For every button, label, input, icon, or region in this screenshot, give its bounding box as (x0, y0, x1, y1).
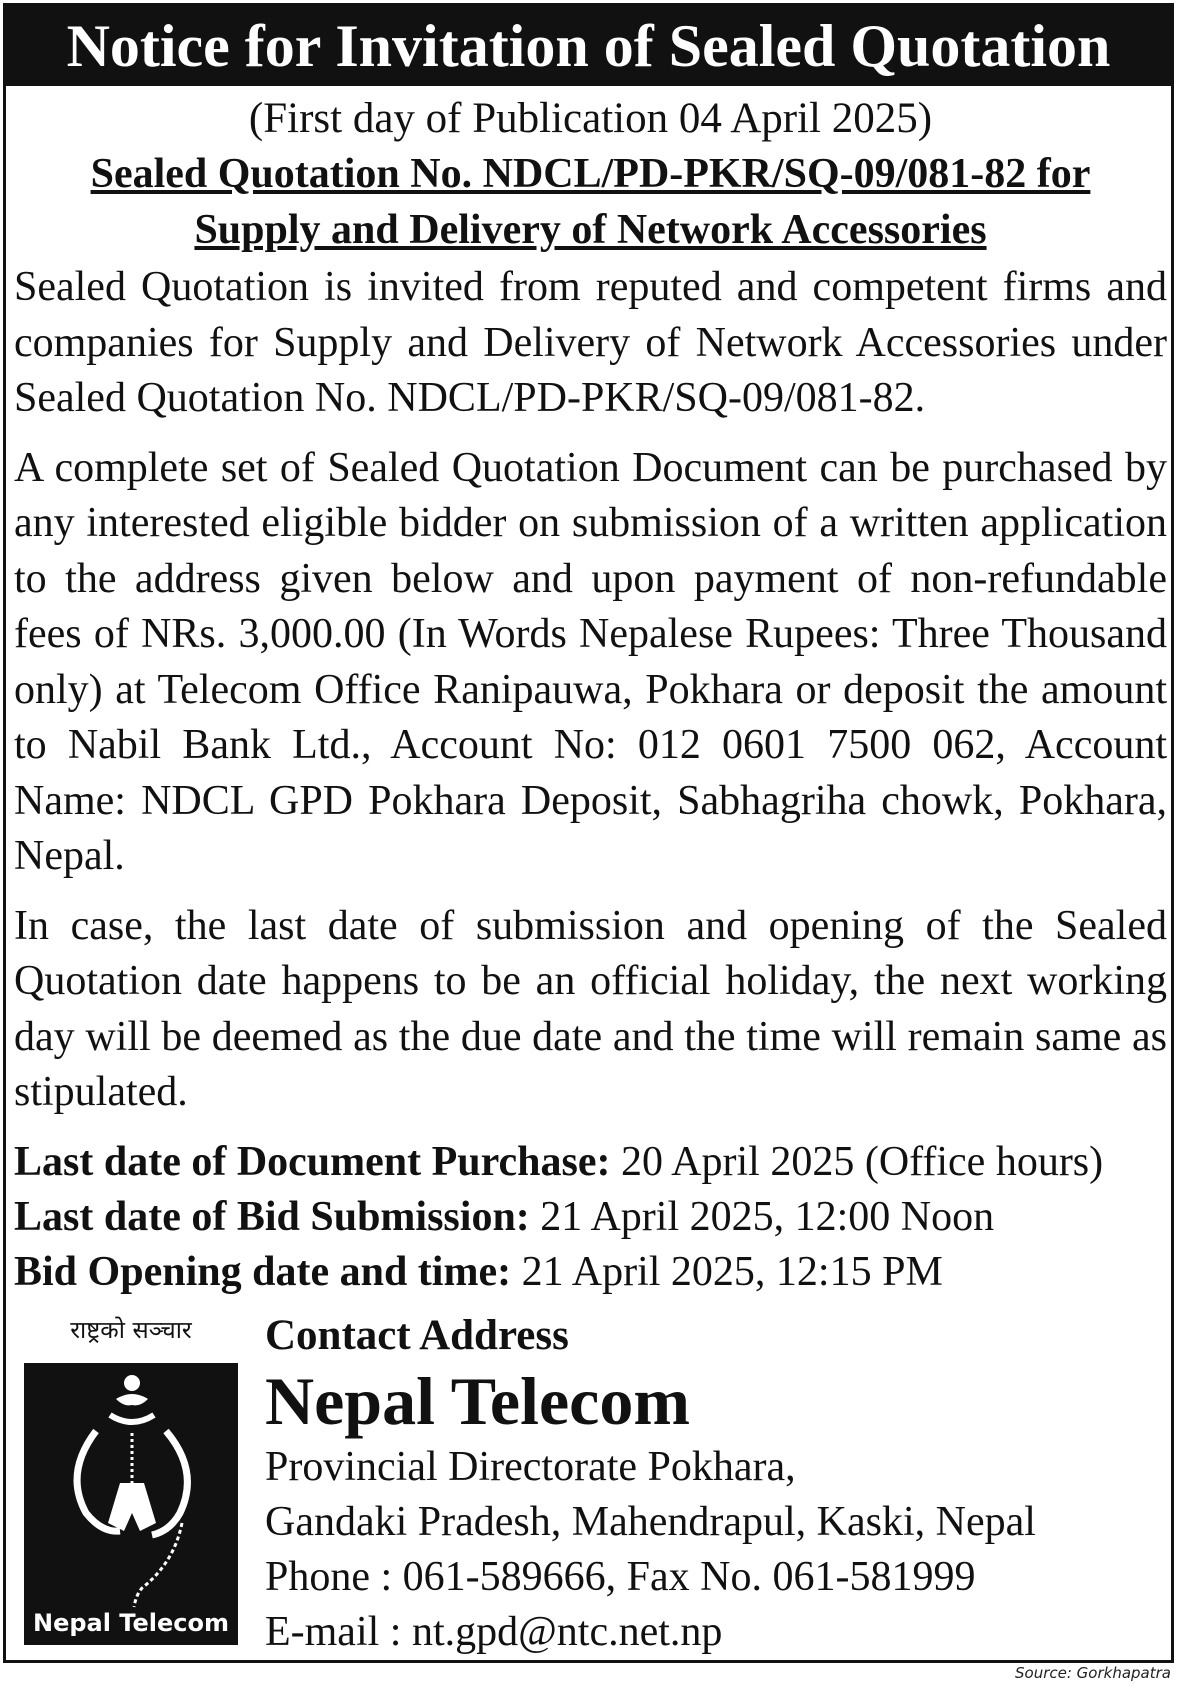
paragraph-document-purchase: A complete set of Sealed Quotation Document can be purchased by any interested eligible bidder on submission of a written application to the address given below and upon payment of non-refundable fees of NRs. 3,000.00 (In Words Nepalese Rupees: Three Thousand only) at Telecom Office Ranipauwa, Pokhara or deposit the amount to Nabil Bank Ltd., Account No: 012 0601 7500 062, Account Name: NDCL GPD Pokhara Deposit, Sabhagriha chowk, Pokhara, Nepal. (14, 444, 1167, 879)
phone-fax: Phone : 061-589666, Fax No. 061-581999 (265, 1554, 976, 1600)
subject-line-1: Sealed Quotation No. NDCL/PD-PKR/SQ-09/081-82 for (90, 151, 1091, 197)
key-dates (14, 1135, 1167, 1300)
submission-deadline (14, 1190, 1167, 1245)
logo-label: Nepal Telecom (32, 1609, 229, 1637)
source-credit: Source: Gorkhapatra (1015, 1664, 1171, 1682)
notice-body (14, 92, 1167, 1300)
email: E-mail : nt.gpd@ntc.net.np (265, 1609, 723, 1655)
address-line-1: Provincial Directorate Pokhara, (265, 1444, 796, 1490)
contact-heading: Contact Address (265, 1312, 569, 1359)
nepal-telecom-logo (24, 1310, 238, 1637)
purchase-deadline-label: Last date of Document Purchase: (14, 1138, 611, 1185)
bid-opening-label: Bid Opening date and time: (14, 1248, 512, 1295)
purchase-deadline-value: 20 April 2025 (Office hours) (610, 1138, 1104, 1185)
organization-name: Nepal Telecom (265, 1363, 690, 1439)
contact-section (24, 1310, 1164, 1660)
publication-date: (First day of Publication 04 April 2025) (248, 95, 933, 142)
submission-deadline-label: Last date of Bid Submission: (14, 1193, 530, 1240)
bid-opening (14, 1245, 1167, 1300)
contact-address (265, 1310, 1165, 1660)
notice-title: Notice for Invitation of Sealed Quotation (6, 6, 1171, 86)
paragraph-holiday-clause: In case, the last date of submission and opening of the Sealed Quotation date happens to be an official holiday, the next working day will be deemed as the due date and the time will remain same as stipulated. (14, 902, 1167, 1115)
telecom-emblem-icon (24, 1363, 238, 1645)
bid-opening-value: 21 April 2025, 12:15 PM (511, 1248, 943, 1295)
address-line-2: Gandaki Pradesh, Mahendrapul, Kaski, Nepal (265, 1499, 1036, 1545)
paragraph-invitation: Sealed Quotation is invited from reputed and competent firms and companies for Supply and Delivery of Network Accessories under Sealed Quotation No. NDCL/PD-PKR/SQ-09/081-82. (14, 264, 1167, 421)
subject-line-2: Supply and Delivery of Network Accessories (194, 207, 987, 253)
submission-deadline-value: 21 April 2025, 12:00 Noon (529, 1193, 995, 1240)
logo-tagline: राष्ट्रको सञ्चार (70, 1316, 192, 1344)
purchase-deadline (14, 1135, 1167, 1190)
logo-emblem (24, 1363, 238, 1645)
